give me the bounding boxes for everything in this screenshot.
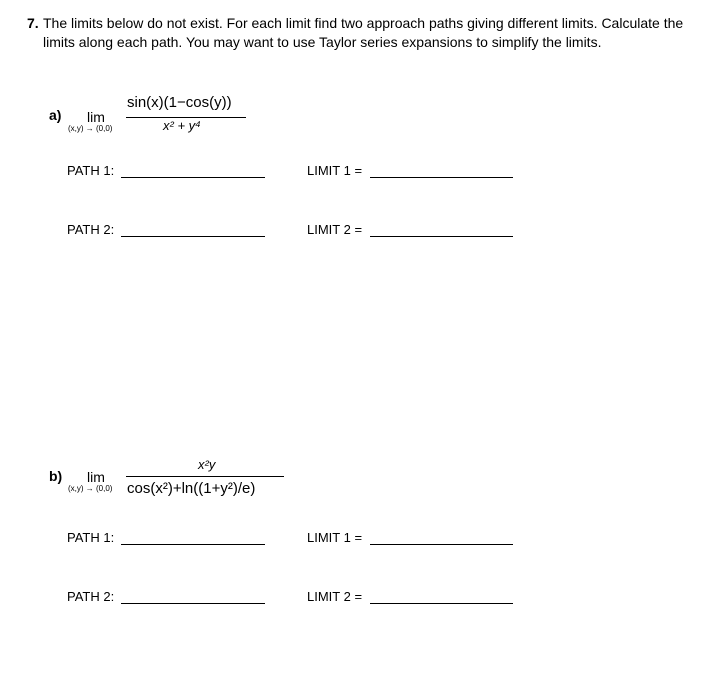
part-b-denominator: cos(x²)+ln((1+y²)/e) bbox=[127, 480, 256, 497]
problem-text: The limits below do not exist. For each limit find two approach paths giving different limits. Calculate the limits along each path. You may want to use Taylor series expansions to simplify the limits. bbox=[43, 15, 684, 50]
part-a-path2-blank[interactable] bbox=[121, 236, 265, 237]
part-b-path1-blank[interactable] bbox=[121, 544, 265, 545]
part-b-lim: lim bbox=[87, 469, 105, 485]
part-a-path1-label: PATH 1: bbox=[67, 163, 115, 178]
part-a-limit2-label: LIMIT 2 = bbox=[307, 222, 363, 237]
part-b-path1-label: PATH 1: bbox=[67, 530, 115, 545]
part-a-denominator: x² + y⁴ bbox=[163, 118, 201, 133]
part-b-limit1-blank[interactable] bbox=[370, 544, 513, 545]
part-b-numerator: x²y bbox=[198, 457, 216, 472]
part-a-limit1-label: LIMIT 1 = bbox=[307, 163, 363, 178]
part-b-limit2-label: LIMIT 2 = bbox=[307, 589, 363, 604]
part-b-limit2-blank[interactable] bbox=[370, 603, 513, 604]
part-a-limit2-blank[interactable] bbox=[370, 236, 513, 237]
part-b-label: b) bbox=[49, 468, 63, 484]
part-b-path2-blank[interactable] bbox=[121, 603, 265, 604]
part-a-lim-subscript: (x,y) → (0,0) bbox=[68, 124, 113, 133]
part-b-path2-label: PATH 2: bbox=[67, 589, 115, 604]
part-a-path2-label: PATH 2: bbox=[67, 222, 115, 237]
part-a-path1-blank[interactable] bbox=[121, 177, 265, 178]
part-a-label: a) bbox=[49, 107, 62, 123]
part-b-lim-subscript: (x,y) → (0,0) bbox=[68, 484, 113, 493]
part-a-numerator-text: sin(x)(1−cos(y)) bbox=[127, 94, 232, 111]
part-a-limit1-blank[interactable] bbox=[370, 177, 513, 178]
part-a-lim: lim bbox=[87, 109, 105, 125]
part-a-numerator bbox=[127, 94, 232, 111]
part-b-limit1-label: LIMIT 1 = bbox=[307, 530, 363, 545]
problem-number: 7. bbox=[27, 15, 39, 31]
part-b-fraction-bar bbox=[126, 476, 284, 477]
